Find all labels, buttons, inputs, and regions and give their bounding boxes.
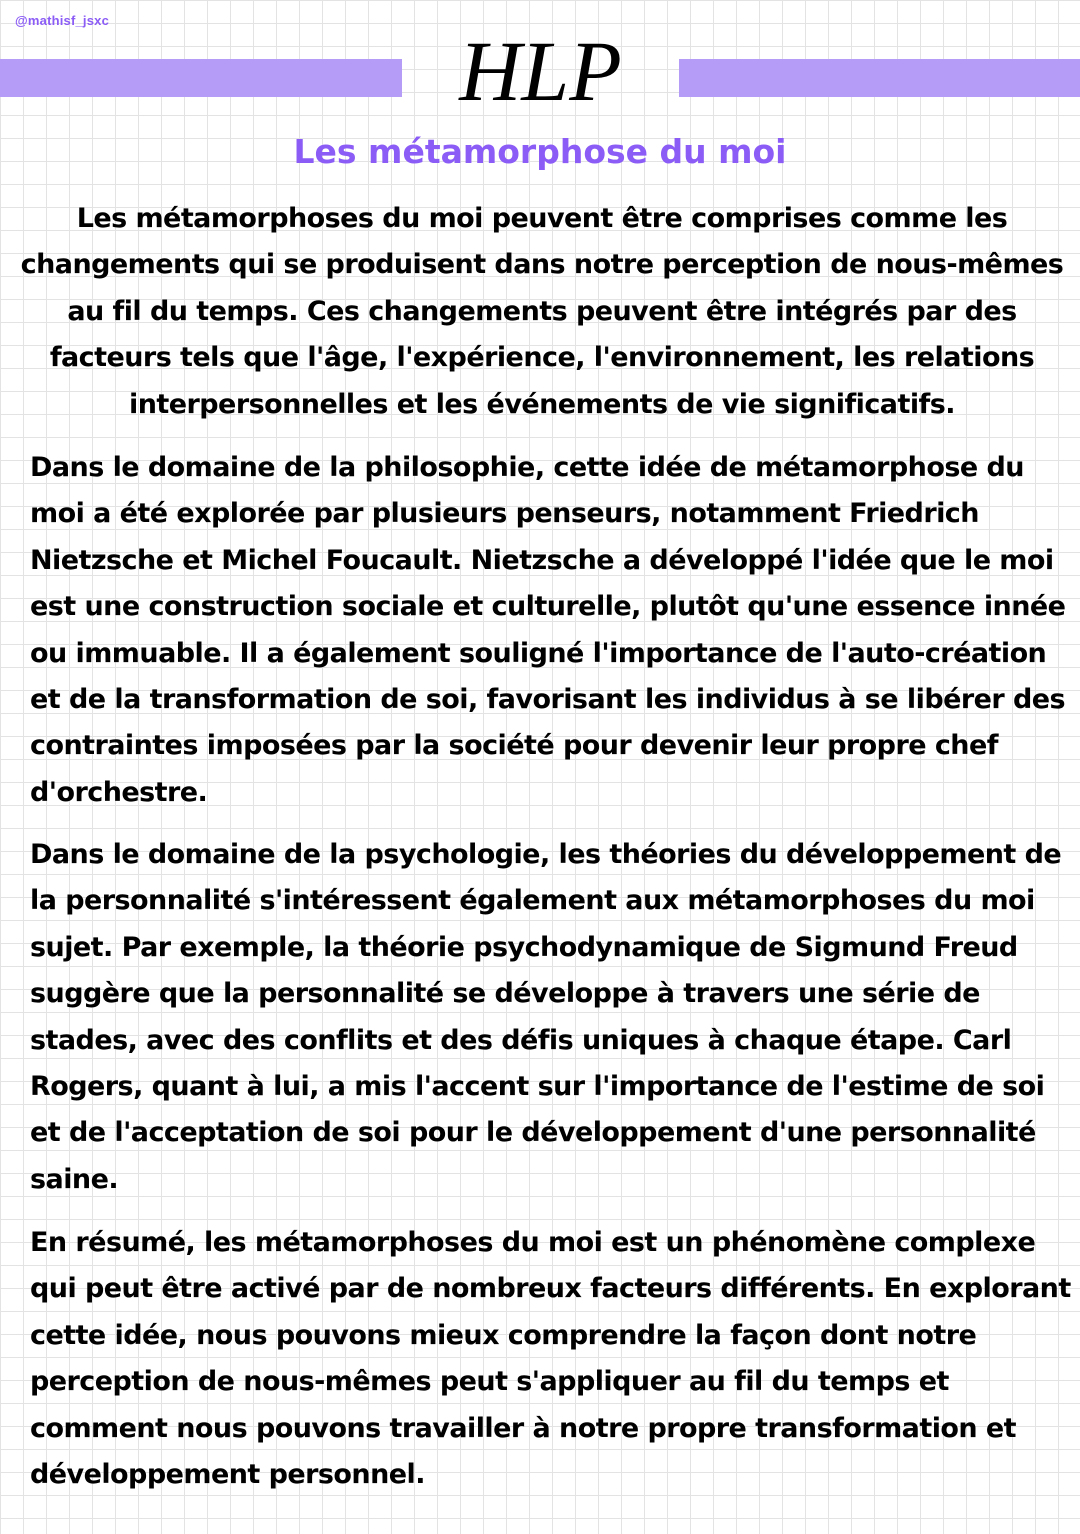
intro-paragraph: Les métamorphoses du moi peuvent être comprises comme les changements qui se produisent dans notre perception de nous-mêmes au fil du temps. Ces changements peuvent être intégrés par des facteurs tels que l'âge, l'expérience, l'environnement, les relations interpersonnelles et les événements de vie significatifs.: [20, 203, 1064, 420]
page-subtitle: Les métamorphose du moi: [293, 132, 787, 171]
page-title: HLP: [459, 23, 622, 119]
philosophy-paragraph: Dans le domaine de la philosophie, cette idée de métamorphose du moi a été explorée par plusieurs penseurs, notamment Friedrich Nietzsche et Michel Foucault. Nietzsche a développé l'idée que le moi est une construction sociale et culturelle, plutôt qu'une essence innée ou immuable. Il a également souligné l'importance de l'auto-création et de la transformation de soi, favorisant les individus à se libérer des contraintes imposées par la société pour devenir leur propre chef d'orchestre.: [30, 452, 1066, 808]
title-band-right: [679, 59, 1080, 97]
author-watermark: @mathisf_jsxc: [15, 13, 110, 28]
summary-paragraph: En résumé, les métamorphoses du moi est un phénomène complexe qui peut être activé par de nombreux facteurs différents. En explorant cette idée, nous pouvons mieux comprendre la façon dont notre perception de nous-mêmes peut s'appliquer au fil du temps et comment nous pouvons travailler à notre propre transformation et développement personnel.: [30, 1227, 1071, 1491]
title-band-left: [0, 59, 402, 97]
psychology-paragraph: Dans le domaine de la psychologie, les théories du développement de la personnalité s'intéressent également aux métamorphoses du moi sujet. Par exemple, la théorie psychodynamique de Sigmund Freud suggère que la personnalité se développe à travers une série de stades, avec des conflits et des défis uniques à chaque étape. Carl Rogers, quant à lui, a mis l'accent sur l'importance de l'estime de soi et de l'acceptation de soi pour le développement d'une personnalité saine.: [30, 839, 1062, 1195]
